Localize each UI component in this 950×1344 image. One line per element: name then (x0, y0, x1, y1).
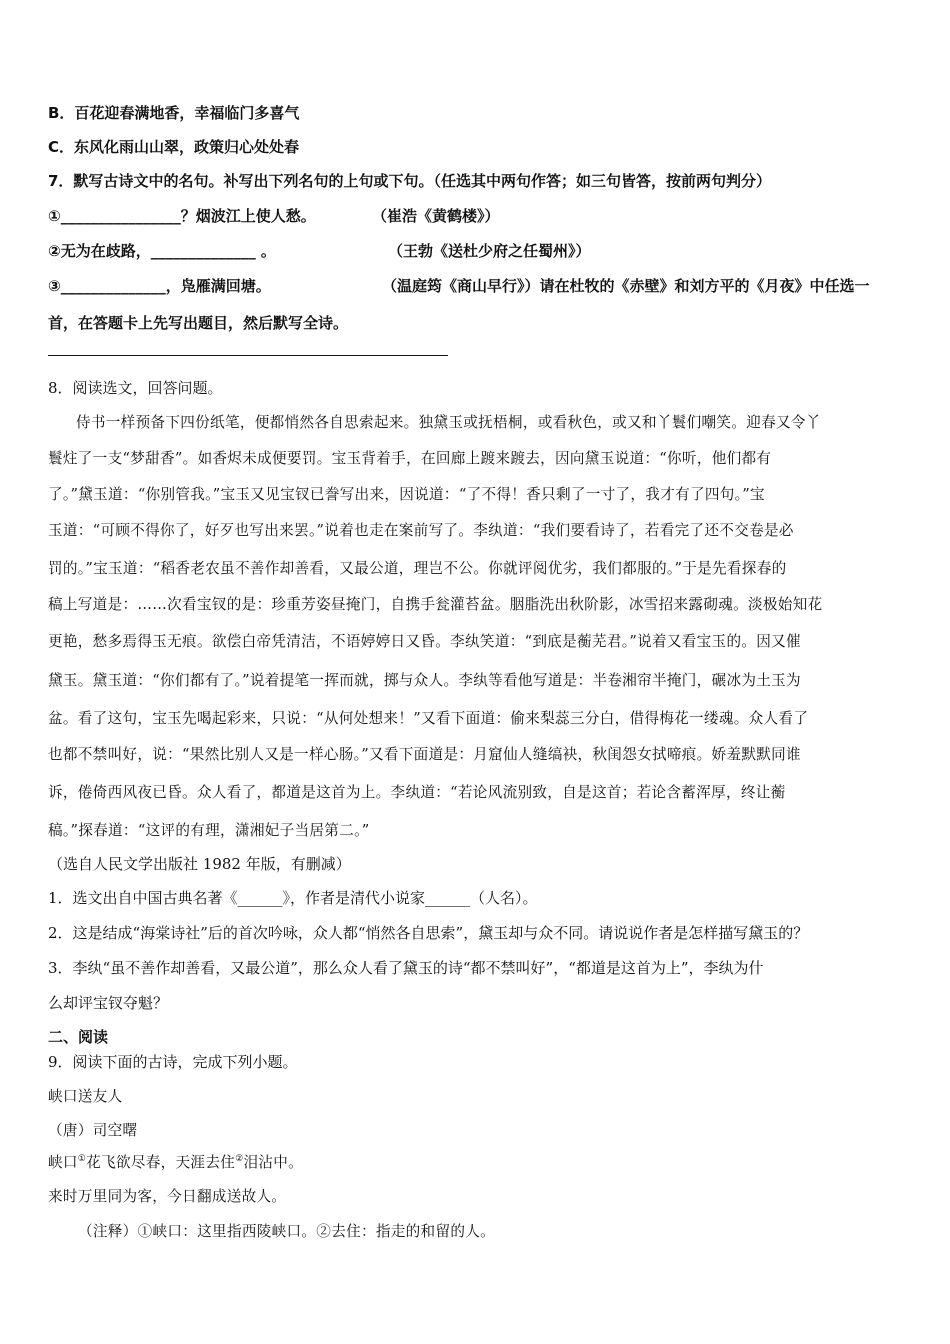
q7-item-1-source: （崔浩《黄鹤楼》） (372, 207, 500, 225)
poem-text: 花飞欲尽春，天涯去住 (86, 1154, 236, 1171)
q9-prompt: 9．阅读下面的古诗，完成下列小题。 (48, 1053, 298, 1071)
poem-text: 泪沾中。 (243, 1154, 304, 1171)
passage-line: 玉道：“可顾不得你了，好歹也写出来罢。”说着也走在案前写了。李纨道：“我们要看诗了，若看完了还不交卷是必 (48, 522, 794, 539)
q7-item-2: ②无为在歧路，______________ 。 (48, 242, 276, 260)
poem-text: 峡口 (48, 1154, 78, 1171)
poem-line-1 (48, 1151, 303, 1172)
q7-item-1: ①________________？烟波江上使人愁。 (48, 207, 316, 225)
poem-line-2: 来时万里同为客，今日翻成送故人。 (48, 1188, 287, 1205)
poem-author: （唐）司空曙 (48, 1122, 138, 1139)
passage-source: （选自人民文学出版社 1982 年版，有删减） (48, 855, 351, 873)
passage-line: 鬟炷了一支“梦甜香”。如香烬未成便要罚。宝玉背着手，在回廊上踱来踱去，因向黛玉说道：“你听，他们都有 (48, 450, 772, 467)
option-c: C．东风化雨山山翠，政策归心处处春 (48, 138, 300, 156)
passage-line: 稿上写道是：……次看宝钗的是：珍重芳姿昼掩门，自携手瓮灌苔盆。胭脂洗出秋阶影，冰雪招来露砌魂。淡极始知花 (48, 596, 823, 613)
poem-notes: （注释）①峡口：这里指西陵峡口。②去住：指走的和留的人。 (78, 1223, 496, 1240)
q7-item-3-source: （温庭筠《商山早行》）请在杜牧的《赤壁》和刘方平的《月夜》中任选一 (382, 277, 870, 295)
passage-line: 侍书一样预备下四份纸笔，便都悄然各自思索起来。独黛玉或抚梧桐，或看秋色，或又和丫鬟们嘲笑。迎春又令丫 (76, 414, 821, 431)
passage-line: 罚的。”宝玉道：“稻香老农虽不善作却善看，又最公道，理岂不公。你就评阅优劣，我们都服的。”于是先看探春的 (48, 560, 787, 577)
q7-item-3: ③______________，凫雁满回塘。 (48, 277, 271, 295)
q8-title: 8．阅读选文，回答问题。 (48, 379, 223, 397)
q8-sub-3: 3．李纨“虽不善作却善看，又最公道”，那么众人看了黛玉的诗“都不禁叫好”，“都道是这首为上”，李纨为什 (48, 959, 764, 977)
passage-line: 稿。”探春道：“这评的有理，潇湘妃子当居第二。” (48, 822, 370, 839)
passage-line: 了。”黛玉道：“你别管我。”宝玉又见宝钗已誊写出来，因说道：“了不得！香只剩了一寸了，我才有了四句。”宝 (48, 486, 765, 503)
q7-item-3-continuation: 首，在答题卡上先写出题目，然后默写全诗。 (48, 314, 349, 332)
passage-line: 更艳，愁多焉得玉无痕。欲偿白帝凭清洁，不语婷婷日又昏。李纨笑道：“到底是蘅芜君。”说着又看宝玉的。因又催 (48, 633, 801, 650)
q8-sub-2: 2．这是结成“海棠诗社”后的首次吟咏，众人都“悄然各自思索”，黛玉却与众不同。请说说作者是怎样描写黛玉的？ (48, 924, 809, 942)
poem-title: 峡口送友人 (48, 1088, 123, 1105)
q7-item-2-source: （王勃《送杜少府之任蜀州》） (388, 242, 591, 260)
footnote-marker: ② (235, 1154, 244, 1165)
passage-line: 也都不禁叫好，说：“果然比别人又是一样心肠。”又看下面道是：月窟仙人缝缟袂，秋闺怨女拭啼痕。娇羞默默同谁 (48, 746, 801, 763)
passage-line: 诉，倦倚西风夜已昏。众人看了，都道是这首为上。李纨道：“若论风流别致，自是这首；若论含蓄浑厚，终让蘅 (48, 784, 786, 801)
q8-sub-3-continuation: 么却评宝钗夺魁？ (48, 994, 169, 1012)
passage-line: 盆。看了这句，宝玉先喝起彩来，只说：“从何处想来！”又看下面道：偷来梨蕊三分白，借得梅花一缕魂。众人看了 (48, 710, 809, 727)
section-heading: 二、阅读 (48, 1028, 109, 1046)
option-b: B．百花迎春满地香，幸福临门多喜气 (48, 104, 300, 122)
q8-sub-1: 1．选文出自中国古典名著《______》，作者是清代小说家______（人名）。 (48, 889, 538, 907)
passage-line: 黛玉。黛玉道：“你们都有了。”说着提笔一挥而就，掷与众人。李纨等看他写道是：半卷湘帘半掩门，碾冰为土玉为 (48, 672, 801, 689)
q7-prompt: 7．默写古诗文中的名句。补写出下列名句的上句或下句。（任选其中两句作答；如三句皆答，按前两句判分） (48, 172, 771, 190)
answer-line (48, 355, 448, 356)
footnote-marker: ① (77, 1154, 87, 1165)
